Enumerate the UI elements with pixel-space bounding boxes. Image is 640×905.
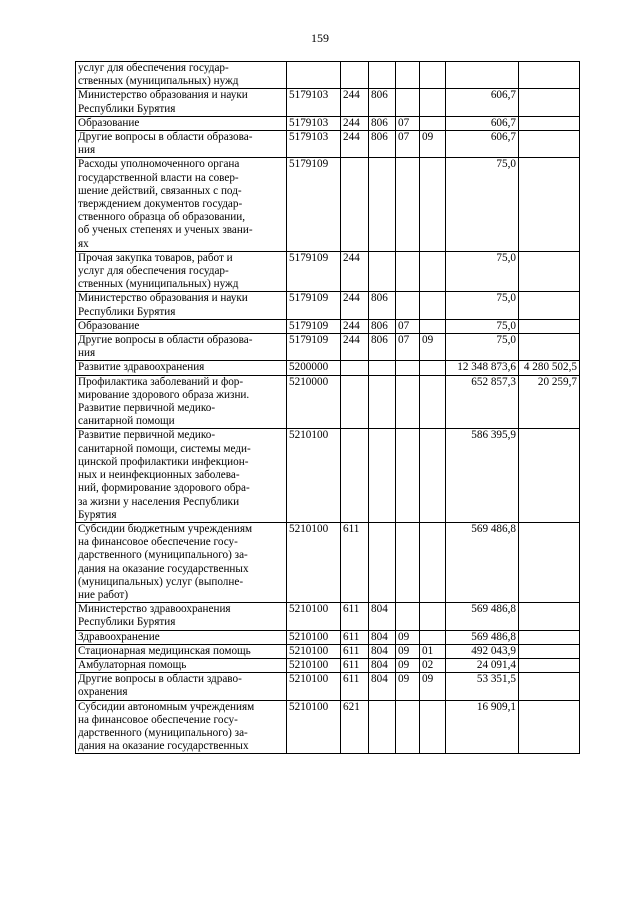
- cell-name: [76, 630, 287, 644]
- cell-amount-total: 569 486,8: [446, 630, 519, 644]
- cell-section: [396, 62, 420, 89]
- cell-section: 07: [396, 131, 420, 158]
- cell-subsection: [420, 319, 446, 333]
- cell-amount-total: [446, 62, 519, 89]
- cell-name-line: дарственного (муниципального) за-: [78, 549, 248, 562]
- cell-amount-federal: [519, 251, 580, 292]
- cell-name-line: Развитие первичной медико-: [78, 402, 216, 415]
- cell-name: [76, 158, 287, 251]
- cell-name-line: Министерство образования и науки: [78, 89, 248, 102]
- cell-target-article: 5210100: [287, 644, 341, 658]
- cell-subsection: [420, 89, 446, 116]
- table-row: [76, 522, 580, 602]
- table-row: [76, 158, 580, 251]
- cell-amount-total: 53 351,5: [446, 673, 519, 700]
- table-row: [76, 89, 580, 116]
- cell-amount-federal: [519, 131, 580, 158]
- cell-name-line: Министерство здравоохранения: [78, 603, 231, 616]
- cell-amount-total: 606,7: [446, 89, 519, 116]
- cell-name-line: Образование: [78, 319, 140, 332]
- cell-target-article: 5210100: [287, 429, 341, 522]
- cell-target-article: 5179103: [287, 116, 341, 130]
- cell-expense-type: [341, 375, 369, 429]
- cell-name-line: ние работ): [78, 588, 129, 601]
- table-row: [76, 361, 580, 375]
- cell-name: [76, 700, 287, 754]
- cell-subsection: [420, 375, 446, 429]
- cell-subsection: [420, 62, 446, 89]
- cell-name-line: ния: [78, 144, 96, 157]
- cell-name-line: цинской профилактики инфекцион-: [78, 455, 249, 468]
- cell-expense-type: [341, 158, 369, 251]
- cell-name-line: санитарной помощи: [78, 415, 175, 428]
- cell-amount-federal: [519, 603, 580, 630]
- cell-subsection: 01: [420, 644, 446, 658]
- page-number: 159: [311, 31, 329, 45]
- cell-name-line: Другие вопросы в области образова-: [78, 131, 253, 144]
- cell-amount-total: 12 348 873,6: [446, 361, 519, 375]
- cell-target-article: 5179109: [287, 251, 341, 292]
- cell-name-line: ний, формирование здорового обра-: [78, 482, 250, 495]
- cell-name: [76, 251, 287, 292]
- cell-amount-federal: [519, 158, 580, 251]
- cell-subsection: 02: [420, 658, 446, 672]
- cell-name-line: Другие вопросы в области образова-: [78, 334, 253, 347]
- cell-section: [396, 700, 420, 754]
- cell-ministry-code: 806: [369, 116, 396, 130]
- cell-section: [396, 603, 420, 630]
- cell-amount-total: 586 395,9: [446, 429, 519, 522]
- cell-subsection: [420, 292, 446, 319]
- cell-ministry-code: 804: [369, 658, 396, 672]
- cell-name-line: Министерство образования и науки: [78, 292, 248, 305]
- cell-name: [76, 644, 287, 658]
- cell-name-line: Профилактика заболеваний и фор-: [78, 375, 244, 388]
- cell-expense-type: 244: [341, 334, 369, 361]
- cell-name-line: Бурятия: [78, 508, 117, 521]
- cell-subsection: 09: [420, 334, 446, 361]
- cell-expense-type: 611: [341, 644, 369, 658]
- cell-expense-type: 621: [341, 700, 369, 754]
- cell-name-line: санитарной помощи, системы меди-: [78, 442, 251, 455]
- cell-amount-federal: [519, 292, 580, 319]
- cell-name: [76, 131, 287, 158]
- cell-name: [76, 361, 287, 375]
- table-row: [76, 292, 580, 319]
- cell-amount-federal: [519, 319, 580, 333]
- table-row: [76, 375, 580, 429]
- cell-expense-type: [341, 62, 369, 89]
- table-row: [76, 116, 580, 130]
- cell-amount-federal: [519, 116, 580, 130]
- table-row: [76, 644, 580, 658]
- cell-name: [76, 89, 287, 116]
- cell-name-line: Республики Бурятия: [78, 616, 176, 629]
- cell-name-line: ственного образца об образовании,: [78, 211, 246, 224]
- cell-subsection: 09: [420, 673, 446, 700]
- cell-name-line: услуг для обеспечения государ-: [78, 62, 229, 74]
- cell-ministry-code: 804: [369, 673, 396, 700]
- cell-name-line: Республики Бурятия: [78, 305, 176, 318]
- cell-amount-total: 492 043,9: [446, 644, 519, 658]
- cell-name-line: ях: [78, 237, 89, 250]
- cell-target-article: 5210100: [287, 673, 341, 700]
- cell-name: [76, 603, 287, 630]
- cell-section: 07: [396, 319, 420, 333]
- cell-amount-federal: 20 259,7: [519, 375, 580, 429]
- table-row: [76, 630, 580, 644]
- cell-expense-type: [341, 429, 369, 522]
- cell-section: [396, 375, 420, 429]
- table-row: [76, 429, 580, 522]
- cell-name-line: дарственного (муниципального) за-: [78, 726, 248, 739]
- cell-name-line: Развитие здравоохранения: [78, 361, 205, 374]
- cell-amount-total: 75,0: [446, 251, 519, 292]
- cell-section: [396, 292, 420, 319]
- cell-target-article: 5210100: [287, 522, 341, 602]
- cell-ministry-code: 804: [369, 644, 396, 658]
- cell-name-line: ния: [78, 347, 96, 360]
- cell-amount-total: 606,7: [446, 116, 519, 130]
- cell-target-article: 5179103: [287, 89, 341, 116]
- cell-target-article: 5179103: [287, 131, 341, 158]
- budget-table: [75, 61, 580, 754]
- cell-ministry-code: 804: [369, 603, 396, 630]
- cell-amount-total: 16 909,1: [446, 700, 519, 754]
- cell-ministry-code: [369, 429, 396, 522]
- cell-subsection: [420, 429, 446, 522]
- cell-amount-total: 569 486,8: [446, 522, 519, 602]
- cell-name: [76, 658, 287, 672]
- cell-name-line: Субсидии автономным учреждениям: [78, 700, 255, 713]
- cell-expense-type: 244: [341, 116, 369, 130]
- cell-name: [76, 522, 287, 602]
- cell-name-line: Развитие первичной медико-: [78, 429, 216, 442]
- cell-target-article: 5179109: [287, 292, 341, 319]
- cell-subsection: [420, 630, 446, 644]
- cell-expense-type: 611: [341, 673, 369, 700]
- cell-amount-federal: [519, 700, 580, 754]
- cell-name: [76, 292, 287, 319]
- table-row: [76, 319, 580, 333]
- cell-ministry-code: [369, 522, 396, 602]
- cell-subsection: [420, 158, 446, 251]
- cell-name-line: Субсидии бюджетным учреждениям: [78, 522, 253, 535]
- table-row: [76, 658, 580, 672]
- cell-section: 09: [396, 658, 420, 672]
- cell-name: [76, 429, 287, 522]
- cell-name-line: Стационарная медицинская помощь: [78, 644, 251, 657]
- cell-ministry-code: [369, 361, 396, 375]
- cell-amount-federal: [519, 89, 580, 116]
- cell-expense-type: 611: [341, 658, 369, 672]
- cell-ministry-code: 806: [369, 292, 396, 319]
- cell-ministry-code: [369, 375, 396, 429]
- cell-section: 09: [396, 644, 420, 658]
- cell-ministry-code: [369, 700, 396, 754]
- cell-target-article: 5179109: [287, 319, 341, 333]
- cell-expense-type: 244: [341, 89, 369, 116]
- cell-name-line: тверждением документов государ-: [78, 198, 243, 211]
- cell-ministry-code: 806: [369, 131, 396, 158]
- cell-name-line: мирование здорового образа жизни.: [78, 388, 250, 401]
- cell-target-article: 5210100: [287, 700, 341, 754]
- cell-name-line: услуг для обеспечения государ-: [78, 265, 229, 278]
- cell-expense-type: 244: [341, 131, 369, 158]
- cell-name: [76, 116, 287, 130]
- cell-name-line: Другие вопросы в области здраво-: [78, 673, 242, 686]
- cell-section: 09: [396, 630, 420, 644]
- cell-name-line: ственных (муниципальных) нужд: [78, 278, 239, 291]
- cell-amount-total: 75,0: [446, 158, 519, 251]
- cell-name-line: на финансовое обеспечение госу-: [78, 713, 238, 726]
- cell-expense-type: 244: [341, 251, 369, 292]
- cell-ministry-code: 804: [369, 630, 396, 644]
- cell-amount-total: 24 091,4: [446, 658, 519, 672]
- cell-section: [396, 89, 420, 116]
- cell-section: [396, 251, 420, 292]
- cell-subsection: [420, 700, 446, 754]
- cell-amount-federal: 4 280 502,5: [519, 361, 580, 375]
- cell-ministry-code: [369, 62, 396, 89]
- cell-target-article: 5179109: [287, 158, 341, 251]
- table-row: [76, 62, 580, 89]
- cell-target-article: 5200000: [287, 361, 341, 375]
- cell-ministry-code: 806: [369, 334, 396, 361]
- cell-subsection: [420, 251, 446, 292]
- cell-amount-federal: [519, 630, 580, 644]
- cell-name-line: дания на оказание государственных: [78, 740, 249, 753]
- cell-target-article: 5210100: [287, 658, 341, 672]
- cell-expense-type: 244: [341, 319, 369, 333]
- cell-target-article: [287, 62, 341, 89]
- table-row: [76, 603, 580, 630]
- cell-name-line: Амбулаторная помощь: [78, 658, 187, 671]
- cell-amount-total: 652 857,3: [446, 375, 519, 429]
- cell-name-line: об ученых степенях и ученых звани-: [78, 224, 253, 237]
- cell-expense-type: 611: [341, 603, 369, 630]
- cell-subsection: [420, 522, 446, 602]
- cell-target-article: 5210100: [287, 630, 341, 644]
- cell-name-line: охранения: [78, 686, 128, 699]
- cell-amount-federal: [519, 644, 580, 658]
- cell-name-line: Здравоохранение: [78, 630, 160, 643]
- table-row: [76, 334, 580, 361]
- cell-amount-federal: [519, 334, 580, 361]
- cell-name-line: (муниципальных) услуг (выполне-: [78, 575, 244, 588]
- cell-ministry-code: 806: [369, 319, 396, 333]
- cell-ministry-code: 806: [369, 89, 396, 116]
- cell-ministry-code: [369, 251, 396, 292]
- cell-subsection: 09: [420, 131, 446, 158]
- cell-name-line: Республики Бурятия: [78, 102, 176, 115]
- table-row: [76, 251, 580, 292]
- cell-subsection: [420, 361, 446, 375]
- cell-amount-total: 75,0: [446, 334, 519, 361]
- cell-target-article: 5179109: [287, 334, 341, 361]
- cell-name: [76, 62, 287, 89]
- cell-section: 09: [396, 673, 420, 700]
- cell-name: [76, 375, 287, 429]
- cell-section: [396, 361, 420, 375]
- cell-name-line: шение действий, связанных с под-: [78, 184, 242, 197]
- cell-amount-total: 569 486,8: [446, 603, 519, 630]
- cell-expense-type: 244: [341, 292, 369, 319]
- cell-expense-type: [341, 361, 369, 375]
- cell-name-line: дания на оказание государственных: [78, 562, 249, 575]
- cell-name-line: государственной власти на совер-: [78, 171, 239, 184]
- cell-section: 07: [396, 116, 420, 130]
- cell-amount-federal: [519, 429, 580, 522]
- cell-subsection: [420, 116, 446, 130]
- cell-amount-total: 75,0: [446, 319, 519, 333]
- table-row: [76, 673, 580, 700]
- cell-section: 07: [396, 334, 420, 361]
- table-body: [76, 62, 580, 754]
- cell-name: [76, 319, 287, 333]
- cell-target-article: 5210100: [287, 603, 341, 630]
- cell-amount-federal: [519, 62, 580, 89]
- cell-ministry-code: [369, 158, 396, 251]
- cell-name: [76, 673, 287, 700]
- cell-section: [396, 158, 420, 251]
- cell-section: [396, 522, 420, 602]
- cell-target-article: 5210000: [287, 375, 341, 429]
- cell-name-line: Расходы уполномоченного органа: [78, 158, 240, 171]
- cell-amount-total: 606,7: [446, 131, 519, 158]
- cell-name: [76, 334, 287, 361]
- cell-amount-federal: [519, 658, 580, 672]
- cell-expense-type: 611: [341, 522, 369, 602]
- cell-name-line: на финансовое обеспечение госу-: [78, 536, 238, 549]
- cell-name-line: Образование: [78, 116, 140, 129]
- cell-name-line: Прочая закупка товаров, работ и: [78, 251, 233, 264]
- table-row: [76, 131, 580, 158]
- cell-name-line: за жизни у населения Республики: [78, 495, 240, 508]
- cell-section: [396, 429, 420, 522]
- cell-amount-federal: [519, 673, 580, 700]
- cell-expense-type: 611: [341, 630, 369, 644]
- cell-name-line: ных и неинфекционных заболева-: [78, 469, 240, 482]
- table-row: [76, 700, 580, 754]
- cell-amount-total: 75,0: [446, 292, 519, 319]
- cell-amount-federal: [519, 522, 580, 602]
- cell-name-line: ственных (муниципальных) нужд: [78, 75, 239, 88]
- cell-subsection: [420, 603, 446, 630]
